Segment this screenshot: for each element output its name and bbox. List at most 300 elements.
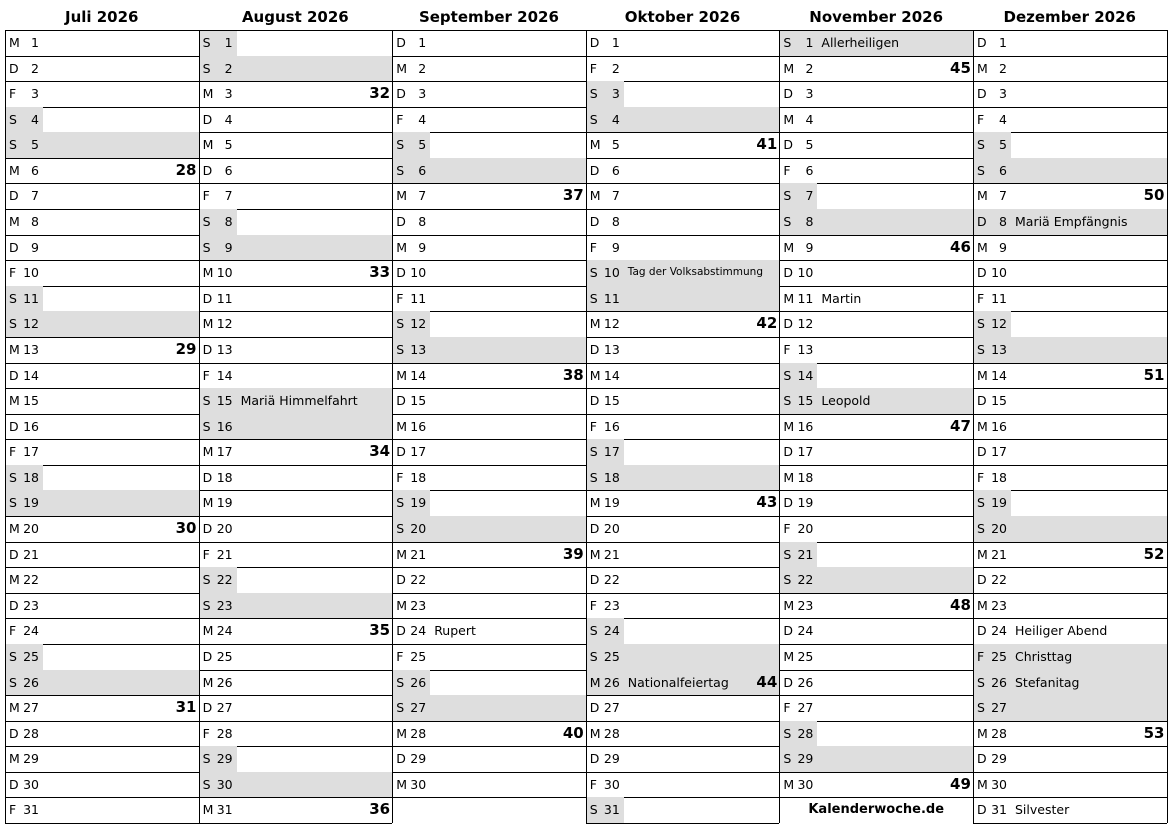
weekday-label: F [202,188,210,204]
day-number: 20 [797,521,814,537]
weekday-label: M [783,418,795,434]
day-row [392,490,586,516]
day-number: 6 [611,162,620,178]
day-row [5,618,199,644]
day-row [973,363,1167,389]
day-number: 11 [991,290,1007,306]
day-number: 17 [23,444,39,460]
day-row [392,772,586,798]
day-row [199,414,393,440]
weekday-label: M [783,469,795,485]
weekday-label: D [9,546,19,562]
day-number: 28 [410,725,427,741]
month-column [199,0,393,827]
day-number: 18 [797,469,814,485]
day-row [199,337,393,363]
weekday-label: F [396,111,404,127]
weekday-label: S [9,495,17,511]
weekday-label: M [977,776,988,792]
weekday-label: M [396,60,407,76]
day-row [973,593,1167,619]
day-number: 13 [991,341,1007,357]
day-number: 21 [410,546,427,562]
week-number: 44 [756,672,778,691]
day-row [5,695,199,721]
day-number: 11 [410,290,427,306]
day-number: 20 [603,521,620,537]
week-number: 51 [1143,365,1165,384]
weekday-label: D [202,111,213,127]
day-number: 2 [805,60,814,76]
day-number: 19 [410,495,427,511]
day-number: 2 [999,60,1007,76]
day-number: 31 [603,802,620,818]
weekday-label: M [9,521,20,537]
day-number: 25 [410,648,427,664]
weekday-label: D [977,265,987,281]
day-number: 7 [31,188,39,204]
day-row [973,490,1167,516]
weekday-label: F [396,290,404,306]
day-number: 29 [216,751,233,767]
day-row [973,746,1167,772]
day-row [973,644,1167,670]
weekday-label: D [589,35,600,50]
day-row [5,746,199,772]
day-number: 27 [797,700,814,716]
day-number: 21 [603,546,620,562]
day-number: 24 [216,623,233,639]
weekday-label: M [9,393,20,409]
day-number: 5 [999,137,1007,153]
day-number: 25 [797,648,814,664]
weekday-label: D [783,316,794,332]
day-row [973,414,1167,440]
weekday-label: D [977,444,987,460]
day-row [199,286,393,312]
weekday-label: F [202,367,210,383]
day-number: 22 [797,572,814,588]
week-number: 45 [950,58,971,77]
month-column [779,0,973,827]
weekday-label: D [977,623,987,639]
day-row [779,618,973,644]
day-row [392,235,586,261]
weekday-label: S [589,86,598,102]
day-number: 23 [216,597,233,613]
day-number: 28 [216,725,233,741]
day-row [779,209,973,235]
weekday-label: F [589,776,597,792]
month-column [5,0,199,827]
day-row [5,56,199,82]
weekday-label: S [783,393,792,409]
weekday-label: D [9,776,19,792]
day-number: 9 [611,239,620,255]
weekday-label: D [396,572,406,588]
weekday-label: S [783,546,792,562]
day-number: 30 [603,776,620,792]
day-row [199,593,393,619]
day-number: 4 [805,111,814,127]
day-number: 13 [216,341,233,357]
weekday-label: S [783,572,792,588]
weekday-label: D [9,597,19,613]
weekday-label: S [783,751,792,767]
day-number: 10 [410,265,427,281]
day-row [973,670,1167,696]
day-number: 5 [418,137,427,153]
day-number: 20 [991,521,1007,537]
weekday-label: M [783,239,795,255]
month-title: Dezember 2026 [1003,8,1136,26]
day-row [586,542,780,568]
day-row [779,695,973,721]
weekday-label: D [589,521,600,537]
day-number: 15 [216,393,233,409]
day-number: 7 [224,188,233,204]
weekday-label: M [589,495,601,511]
day-row [586,567,780,593]
weekday-label: S [202,776,211,792]
weekday-label: S [396,700,405,716]
weekday-label: S [396,341,405,357]
day-number: 20 [410,521,427,537]
day-number: 3 [418,86,427,102]
day-row [586,490,780,516]
day-row [586,260,780,286]
weekday-label: F [589,239,597,255]
day-number: 17 [603,444,620,460]
day-row [586,56,780,82]
day-number: 12 [23,316,39,332]
week-number: 39 [562,544,584,563]
weekday-label: M [589,188,601,204]
day-row [199,695,393,721]
day-number: 22 [23,572,39,588]
week-number: 34 [369,442,391,461]
weekday-label: D [589,341,600,357]
weekday-label: D [977,393,987,409]
row-divider [5,30,199,31]
weekday-label: M [202,86,214,102]
weekday-label: F [9,623,17,639]
week-number: 35 [369,621,391,640]
weekday-label: S [202,418,211,434]
weekday-label: F [977,648,985,664]
weekday-label: M [9,35,20,50]
weekday-label: S [589,802,598,818]
day-number: 23 [23,597,39,613]
week-number: 36 [369,800,391,819]
day-number: 23 [991,597,1007,613]
weekday-label: F [9,802,17,818]
day-number: 5 [611,137,620,153]
day-row [973,695,1167,721]
day-number: 18 [23,469,39,485]
day-row [586,337,780,363]
weekday-label: M [9,214,20,230]
weekday-label: S [9,674,17,690]
weekday-label: M [9,700,20,716]
day-row [973,81,1167,107]
day-number: 27 [991,700,1007,716]
site-footer: Kalenderwoche.de [808,802,945,818]
day-row [779,132,973,158]
weekday-label: D [589,700,600,716]
day-number: 7 [999,188,1007,204]
week-number: 32 [369,84,391,103]
day-number: 8 [224,214,233,230]
day-number: 26 [216,674,233,690]
day-row [973,30,1167,56]
weekday-label: D [396,86,406,102]
day-row [779,593,973,619]
weekday-label: S [977,137,985,153]
day-number: 10 [797,265,814,281]
day-row [586,772,780,798]
day-row [392,618,586,644]
weekday-label: M [589,725,601,741]
week-number: 48 [950,595,971,614]
day-row [199,132,393,158]
weekday-label: S [783,367,792,383]
month-title: November 2026 [809,8,943,26]
day-number: 25 [603,648,620,664]
weekday-label: M [977,367,988,383]
weekday-label: S [783,214,792,230]
day-number: 19 [603,495,620,511]
day-row [199,260,393,286]
week-number: 43 [756,493,778,512]
holiday-name: Mariä Empfängnis [1015,214,1128,230]
day-number: 10 [216,265,233,281]
column-divider [973,30,974,823]
day-number: 28 [23,725,39,741]
day-number: 3 [31,86,39,102]
day-number: 20 [23,521,39,537]
weekday-label: F [396,469,404,485]
day-row [779,414,973,440]
day-number: 23 [797,597,814,613]
weekday-label: M [977,239,988,255]
month-title: Juli 2026 [64,8,139,26]
day-number: 31 [23,802,39,818]
day-number: 15 [797,393,814,409]
weekday-label: F [783,521,791,537]
day-row [973,567,1167,593]
weekday-label: D [9,239,19,255]
weekday-label: D [396,214,406,230]
month-title: Oktober 2026 [624,8,741,26]
weekday-label: F [9,86,17,102]
holiday-name: Stefanitag [1015,674,1080,690]
day-number: 30 [797,776,814,792]
day-number: 8 [31,214,39,230]
day-row [392,286,586,312]
day-row [392,363,586,389]
day-row [779,465,973,491]
month-title: September 2026 [418,8,559,26]
day-row [5,516,199,542]
day-number: 30 [216,776,233,792]
week-number: 31 [175,698,197,717]
day-row [199,363,393,389]
day-row [5,593,199,619]
weekday-label: M [202,265,214,281]
day-row [5,81,199,107]
day-row [392,337,586,363]
day-row [586,721,780,747]
weekday-label: S [202,751,211,767]
day-number: 6 [999,162,1007,178]
row-divider [586,823,780,824]
weekday-label: D [783,674,794,690]
day-row [199,490,393,516]
day-row [779,183,973,209]
day-row [199,567,393,593]
day-number: 20 [216,521,233,537]
day-row [973,388,1167,414]
weekday-label: M [202,623,214,639]
row-divider [392,797,586,798]
day-row [199,439,393,465]
day-number: 2 [31,60,39,76]
day-number: 4 [999,111,1007,127]
day-row [199,158,393,184]
day-number: 18 [991,469,1007,485]
weekday-label: S [589,111,598,127]
month-column [586,0,780,827]
holiday-name: Tag der Volksabstimmung [627,266,763,279]
week-number: 38 [562,365,584,384]
day-row [779,439,973,465]
day-number: 12 [991,316,1007,332]
day-number: 22 [216,572,233,588]
weekday-label: D [977,572,987,588]
day-number: 21 [23,546,39,562]
day-number: 24 [410,623,427,639]
weekday-label: M [396,239,407,255]
day-row [392,183,586,209]
weekday-label: M [783,60,795,76]
weekday-label: D [396,444,406,460]
weekday-label: S [977,162,985,178]
day-number: 9 [418,239,427,255]
day-row [392,721,586,747]
day-number: 9 [805,239,814,255]
day-row [973,209,1167,235]
weekday-label: M [589,316,601,332]
day-row [392,30,586,56]
day-number: 18 [603,469,620,485]
day-row [392,670,586,696]
day-number: 12 [603,316,620,332]
day-number: 25 [23,648,39,664]
day-number: 16 [216,418,233,434]
week-number: 30 [175,519,197,538]
day-row [199,797,393,823]
weekday-label: S [589,265,598,281]
day-number: 6 [418,162,427,178]
weekday-label: D [977,751,987,767]
day-number: 26 [797,674,814,690]
day-row [392,593,586,619]
calendar-grid [5,0,1167,827]
weekday-label: M [977,597,988,613]
day-row [973,311,1167,337]
weekday-label: F [783,341,791,357]
weekday-label: S [9,290,17,306]
day-row [973,772,1167,798]
weekday-label: F [589,597,597,613]
day-row [779,337,973,363]
month-title: August 2026 [241,8,349,26]
weekday-label: D [396,623,406,639]
weekday-label: F [396,648,404,664]
day-number: 5 [31,137,39,153]
weekday-label: S [202,60,211,76]
week-number: 29 [175,339,197,358]
day-number: 17 [991,444,1007,460]
day-number: 10 [23,265,39,281]
day-number: 27 [23,700,39,716]
day-number: 8 [999,214,1007,230]
row-divider [392,30,586,31]
weekday-label: D [202,469,213,485]
day-row [586,516,780,542]
day-row [199,311,393,337]
day-number: 3 [224,86,233,102]
day-row [392,439,586,465]
day-number: 11 [216,290,233,306]
day-row [5,670,199,696]
weekday-label: M [396,188,407,204]
day-row [586,183,780,209]
day-number: 8 [805,214,814,230]
day-number: 14 [797,367,814,383]
weekday-label: D [589,393,600,409]
day-row [586,132,780,158]
weekday-label: M [977,188,988,204]
day-row [5,721,199,747]
day-row [5,311,199,337]
weekday-label: D [9,367,19,383]
weekday-label: D [396,35,406,50]
weekday-label: D [202,290,213,306]
weekday-label: M [589,137,601,153]
day-number: 14 [216,367,233,383]
day-row [779,158,973,184]
column-divider [199,30,200,823]
day-number: 7 [611,188,620,204]
weekday-label: D [977,86,987,102]
day-number: 30 [23,776,39,792]
weekday-label: F [783,162,791,178]
day-row [779,107,973,133]
weekday-label: D [202,648,213,664]
week-number: 40 [562,723,584,742]
day-number: 14 [991,367,1007,383]
day-number: 16 [410,418,427,434]
day-number: 22 [603,572,620,588]
day-row [392,311,586,337]
day-number: 21 [216,546,233,562]
day-row [779,490,973,516]
day-number: 2 [224,60,233,76]
day-row [586,414,780,440]
weekday-label: M [396,597,407,613]
